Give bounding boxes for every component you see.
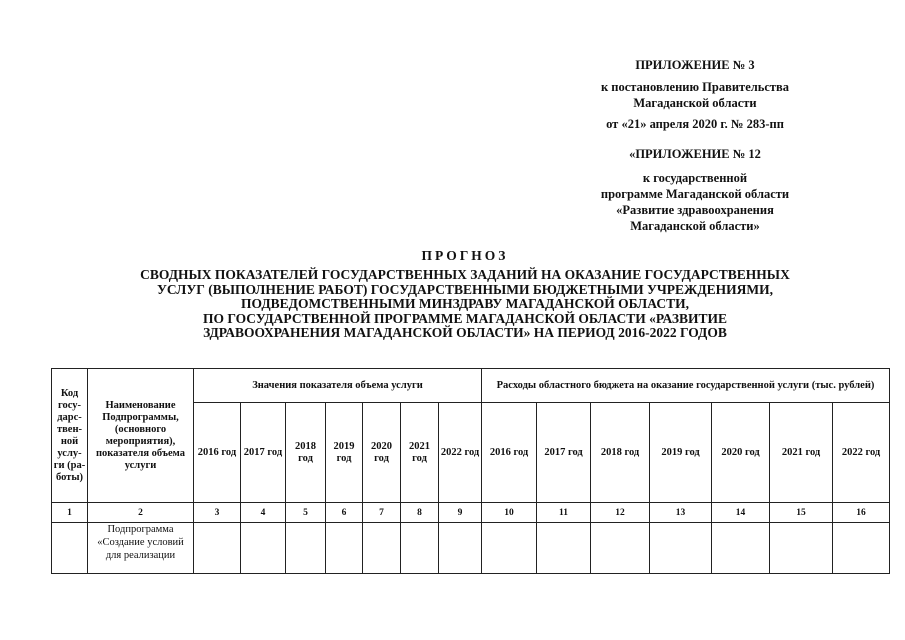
- table-cell: [650, 523, 712, 574]
- appendix-date: от «21» апреля 2020 г. № 283-пп: [606, 117, 784, 131]
- appendix-decree-line: к постановлению Правительства: [600, 80, 790, 94]
- column-number: 12: [591, 503, 650, 523]
- appendix-title-12: «ПРИЛОЖЕНИЕ № 12: [629, 147, 761, 161]
- appendix-decree-line: Магаданской области: [633, 96, 757, 110]
- header-budget-group: Расходы областного бюджета на оказание государственной услуги (тыс. рублей): [482, 369, 890, 403]
- appendix-program: [560, 170, 830, 234]
- table-cell: [537, 523, 591, 574]
- column-number: 4: [241, 503, 286, 523]
- column-number: 15: [770, 503, 833, 523]
- header-volume-year: 2021 год: [401, 403, 439, 503]
- header-volume-year: 2020 год: [363, 403, 401, 503]
- table-cell: [770, 523, 833, 574]
- table-cell: [194, 523, 241, 574]
- table-cell: [482, 523, 537, 574]
- header-budget-year: 2021 год: [770, 403, 833, 503]
- header-volume-year: 2019 год: [326, 403, 363, 503]
- appendix-title: ПРИЛОЖЕНИЕ № 3: [635, 58, 755, 72]
- column-number: 11: [537, 503, 591, 523]
- table-cell: [439, 523, 482, 574]
- column-number: 13: [650, 503, 712, 523]
- forecast-table: [51, 368, 890, 574]
- header-budget-year: 2017 год: [537, 403, 591, 503]
- row-name: Подпрограмма «Создание условий для реализации: [88, 523, 194, 574]
- column-number: 16: [833, 503, 890, 523]
- header-budget-year: 2016 год: [482, 403, 537, 503]
- column-number: 9: [439, 503, 482, 523]
- column-number: 1: [52, 503, 88, 523]
- header-volume-year: 2016 год: [194, 403, 241, 503]
- appendix-program-line: Магаданской области»: [630, 219, 760, 233]
- table-cell: [591, 523, 650, 574]
- forecast-title: ПРОГНОЗ: [421, 248, 509, 263]
- column-number: 10: [482, 503, 537, 523]
- header-budget-year: 2019 год: [650, 403, 712, 503]
- table-cell: [712, 523, 770, 574]
- column-number: 14: [712, 503, 770, 523]
- appendix-program-line: «Развитие здравоохранения: [616, 203, 774, 217]
- header-volume-year: 2018 год: [286, 403, 326, 503]
- column-number: 6: [326, 503, 363, 523]
- forecast-subtitle-line: ЗДРАВООХРАНЕНИЯ МАГАДАНСКОЙ ОБЛАСТИ» НА ПЕРИОД 2016-2022 ГОДОВ: [203, 325, 727, 340]
- column-number: 5: [286, 503, 326, 523]
- table-cell: [363, 523, 401, 574]
- forecast-subtitle-line: ПОДВЕДОМСТВЕННЫМИ МИНЗДРАВУ МАГАДАНСКОЙ ОБЛАСТИ,: [241, 296, 689, 311]
- forecast-subtitle-line: УСЛУГ (ВЫПОЛНЕНИЕ РАБОТ) ГОСУДАРСТВЕННЫМИ БЮДЖЕТНЫМИ УЧРЕЖДЕНИЯМИ,: [156, 281, 774, 297]
- appendix-program-line: программе Магаданской области: [600, 187, 790, 201]
- appendix-program-line: к государственной: [642, 171, 748, 185]
- column-number: 7: [363, 503, 401, 523]
- header-volume-year: 2017 год: [241, 403, 286, 503]
- column-number-row: [52, 503, 890, 523]
- column-number: 2: [88, 503, 194, 523]
- header-volume-group: Значения показателя объема услуги: [194, 369, 482, 403]
- table-cell: [326, 523, 363, 574]
- table-cell: [241, 523, 286, 574]
- table-cell: [833, 523, 890, 574]
- appendix-decree: [560, 79, 830, 111]
- header-code: Код госу-дарс-твен-ной услу-ги (ра-боты): [52, 369, 88, 503]
- header-budget-year: 2018 год: [591, 403, 650, 503]
- table-cell: [286, 523, 326, 574]
- table-row: [52, 523, 890, 574]
- column-number: 8: [401, 503, 439, 523]
- header-budget-year: 2020 год: [712, 403, 770, 503]
- forecast-subtitle-line: ПО ГОСУДАРСТВЕННОЙ ПРОГРАММЕ МАГАДАНСКОЙ ОБЛАСТИ «РАЗВИТИЕ: [202, 310, 728, 326]
- header-budget-year: 2022 год: [833, 403, 890, 503]
- forecast-subtitle-line: СВОДНЫХ ПОКАЗАТЕЛЕЙ ГОСУДАРСТВЕННЫХ ЗАДАНИЙ НА ОКАЗАНИЕ ГОСУДАРСТВЕННЫХ: [140, 267, 790, 282]
- column-number: 3: [194, 503, 241, 523]
- forecast-subtitle: [60, 268, 870, 341]
- header-volume-year: 2022 год: [439, 403, 482, 503]
- row-code: [52, 523, 88, 574]
- table-cell: [401, 523, 439, 574]
- header-name: Наименование Подпрограммы, (основного мероприятия), показателя объема услуги: [88, 369, 194, 503]
